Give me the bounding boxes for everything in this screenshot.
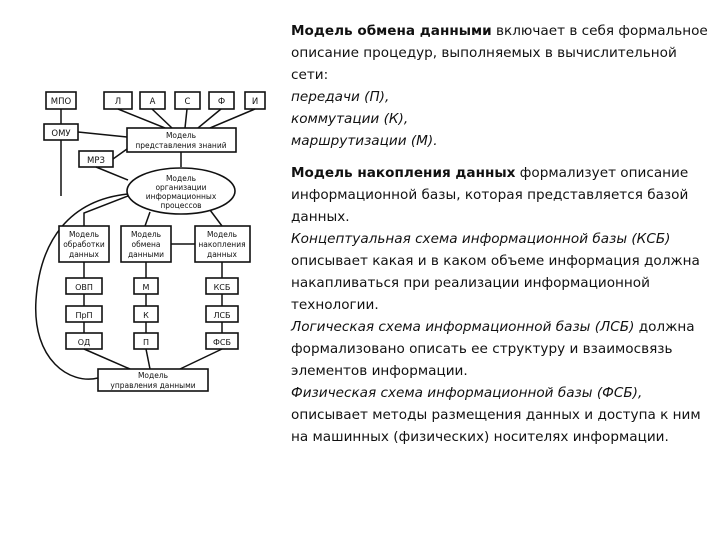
bottom-line1: Модель — [137, 371, 169, 380]
box-i: И — [251, 97, 259, 107]
box-m: М — [142, 283, 150, 292]
box-mpo: МПО — [50, 97, 72, 107]
box-s: С — [184, 97, 191, 107]
box-omu: ОМУ — [51, 129, 71, 139]
routing-text: маршрутизации (М). — [291, 133, 438, 149]
center-line4: процессов — [160, 201, 202, 210]
mid-right-line1: Модель — [206, 230, 238, 239]
box-a: А — [149, 97, 156, 107]
center-line1: Модель — [165, 174, 197, 183]
information-process-diagram — [0, 0, 290, 540]
box-k: К — [143, 311, 149, 320]
exchange-item-switching — [291, 108, 711, 130]
center-line3: информационных — [145, 192, 217, 201]
switching-text: коммутации (К), — [291, 111, 409, 127]
exchange-item-transmission — [291, 86, 711, 108]
center-line2: организации — [155, 183, 207, 192]
box-od: ОД — [77, 338, 91, 347]
mid-center-line2: обмена — [131, 240, 161, 249]
description-text — [291, 20, 711, 448]
mid-right-line3: данных — [207, 250, 237, 259]
accumulation-heading: Модель накопления данных — [291, 165, 516, 181]
box-ksb: КСБ — [213, 283, 231, 292]
box-ovp: ОВП — [75, 283, 93, 292]
box-fsb: ФСБ — [213, 338, 231, 347]
mid-center-line3: данными — [127, 250, 165, 259]
accumulation-description: формализует описание информационной базы, которая представляется базой данных. — [291, 165, 689, 225]
lsb-description: должна формализовано описать ее структуру и взаимосвязь элементов информации. — [291, 319, 695, 379]
exchange-item-routing — [291, 130, 711, 152]
mid-right-line2: накопления — [198, 240, 246, 249]
mid-left-line1: Модель — [68, 230, 100, 239]
mid-center-line1: Модель — [130, 230, 162, 239]
ksb-term: Концептуальная схема информационной базы (КСБ) — [291, 231, 671, 247]
fsb-term: Физическая схема информационной базы (ФСБ), — [291, 385, 643, 401]
box-p: П — [142, 338, 150, 347]
lsb-term: Логическая схема информационной базы (ЛСБ) — [291, 319, 635, 335]
box-f: Ф — [217, 97, 226, 107]
box-prp: ПрП — [75, 311, 93, 320]
mid-left-line3: данных — [69, 250, 99, 259]
box-l: Л — [114, 97, 122, 107]
fsb-description: описывает методы размещения данных и доступа к ним на машинных (физических) носителях информации. — [291, 407, 701, 445]
accumulation-paragraph — [291, 162, 711, 448]
exchange-heading: Модель обмена данными — [291, 23, 492, 39]
box-mrz: МРЗ — [87, 156, 105, 166]
exchange-paragraph — [291, 20, 711, 86]
mid-left-line2: обработки — [63, 240, 105, 249]
box-lsb: ЛСБ — [213, 311, 231, 320]
model-knowledge-line1: Модель — [165, 131, 197, 140]
ksb-description: описывает какая и в каком объеме информация должна накапливаться при реализации информационной технологии. — [291, 253, 700, 313]
model-knowledge-line2: представления знаний — [135, 141, 227, 150]
exchange-description: включает в себя формальное описание процедур, выполняемых в вычислительной сети: — [291, 23, 708, 83]
transmission-text: передачи (П), — [291, 89, 390, 105]
bottom-line2: управления данными — [110, 381, 196, 390]
